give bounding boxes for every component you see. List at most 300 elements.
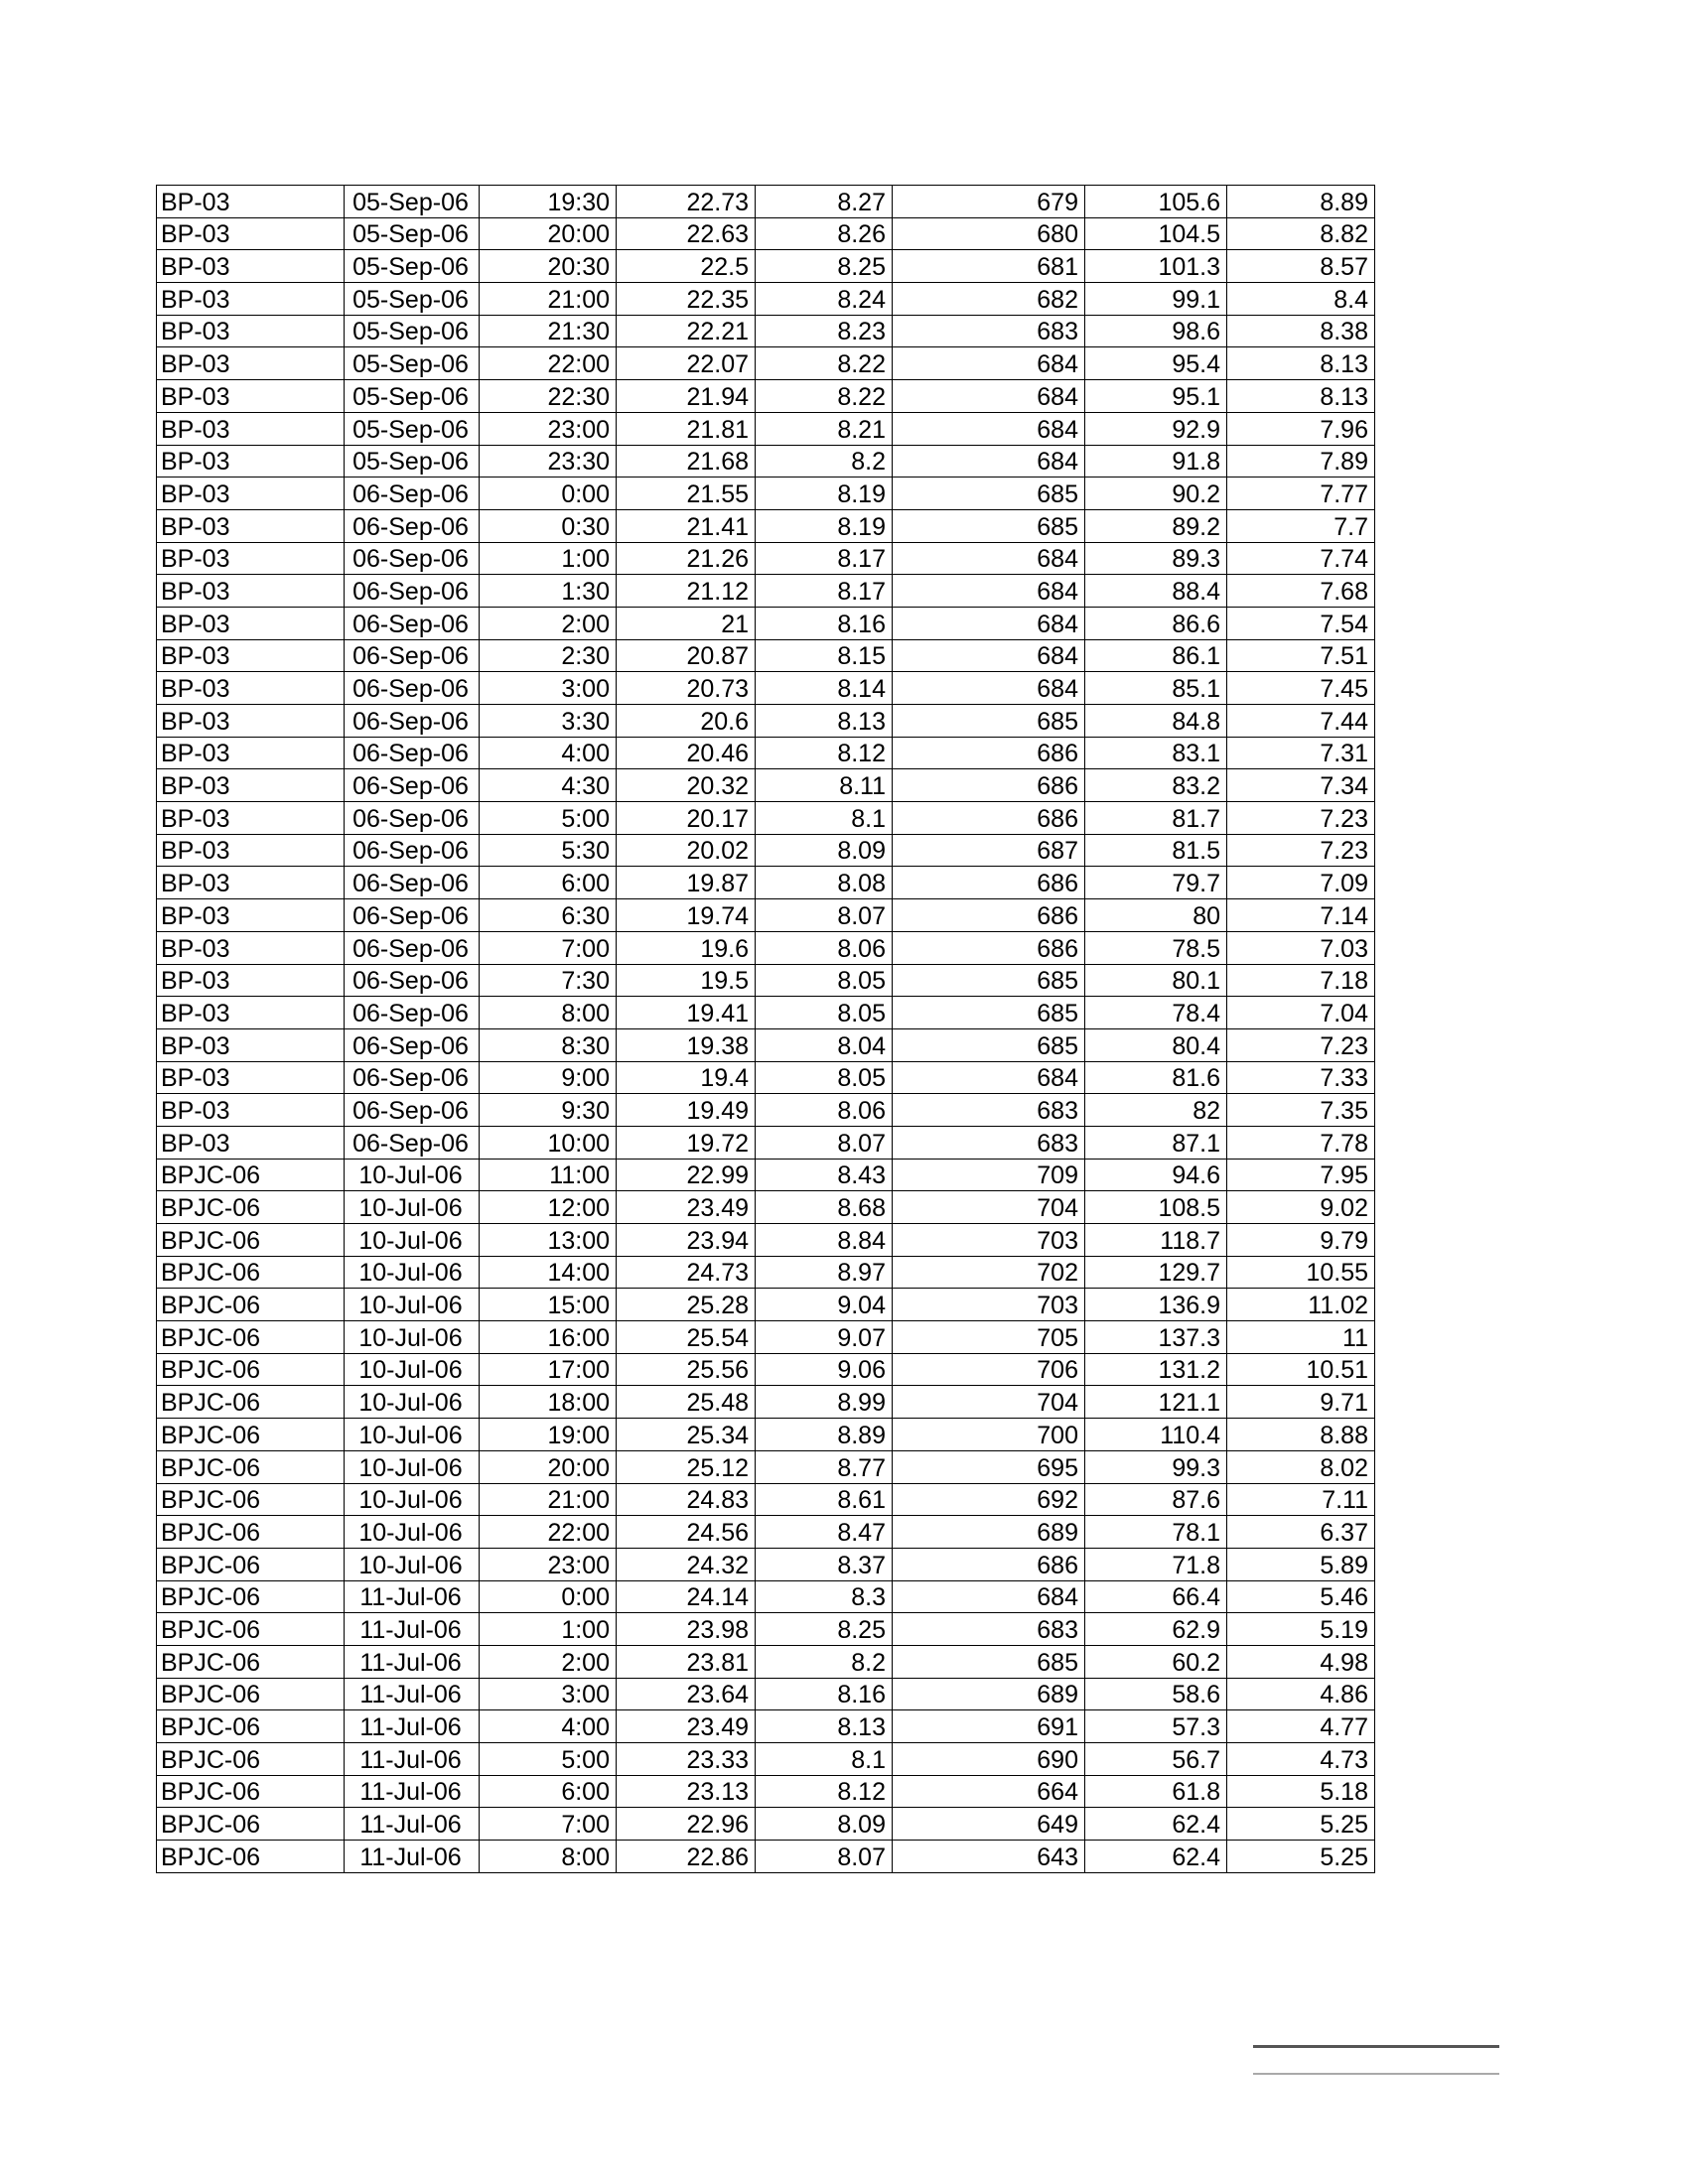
value-cell-4: 98.6 xyxy=(1085,315,1227,347)
date-cell: 06-Sep-06 xyxy=(345,575,480,608)
time-cell: 4:00 xyxy=(480,1710,617,1743)
value-cell-3: 686 xyxy=(893,769,1085,802)
value-cell-3: 649 xyxy=(893,1808,1085,1841)
value-cell-2: 8.21 xyxy=(756,412,893,445)
table-row xyxy=(157,1126,1375,1159)
value-cell-4: 71.8 xyxy=(1085,1548,1227,1580)
site-id-cell: BP-03 xyxy=(157,347,345,380)
value-cell-1: 21.55 xyxy=(617,478,756,510)
site-id-cell: BPJC-06 xyxy=(157,1450,345,1483)
value-cell-2: 8.25 xyxy=(756,250,893,283)
value-cell-2: 8.05 xyxy=(756,1061,893,1094)
value-cell-1: 22.07 xyxy=(617,347,756,380)
value-cell-2: 8.05 xyxy=(756,997,893,1029)
time-cell: 6:00 xyxy=(480,867,617,899)
value-cell-4: 57.3 xyxy=(1085,1710,1227,1743)
value-cell-5: 7.78 xyxy=(1227,1126,1375,1159)
value-cell-5: 7.33 xyxy=(1227,1061,1375,1094)
value-cell-3: 685 xyxy=(893,964,1085,997)
value-cell-5: 7.18 xyxy=(1227,964,1375,997)
value-cell-3: 679 xyxy=(893,186,1085,218)
value-cell-5: 8.13 xyxy=(1227,380,1375,413)
value-cell-2: 9.04 xyxy=(756,1289,893,1321)
table-row xyxy=(157,737,1375,769)
time-cell: 3:00 xyxy=(480,1678,617,1710)
date-cell: 05-Sep-06 xyxy=(345,347,480,380)
value-cell-5: 5.18 xyxy=(1227,1775,1375,1808)
value-cell-3: 684 xyxy=(893,1580,1085,1613)
site-id-cell: BPJC-06 xyxy=(157,1256,345,1289)
date-cell: 06-Sep-06 xyxy=(345,931,480,964)
site-id-cell: BPJC-06 xyxy=(157,1743,345,1776)
site-id-cell: BPJC-06 xyxy=(157,1191,345,1224)
value-cell-5: 7.14 xyxy=(1227,899,1375,932)
time-cell: 2:00 xyxy=(480,1645,617,1678)
value-cell-3: 691 xyxy=(893,1710,1085,1743)
table-row xyxy=(157,964,1375,997)
value-cell-4: 86.1 xyxy=(1085,639,1227,672)
value-cell-4: 60.2 xyxy=(1085,1645,1227,1678)
value-cell-2: 8.24 xyxy=(756,283,893,316)
value-cell-3: 706 xyxy=(893,1353,1085,1386)
value-cell-3: 685 xyxy=(893,1645,1085,1678)
value-cell-5: 11.02 xyxy=(1227,1289,1375,1321)
value-cell-2: 8.19 xyxy=(756,509,893,542)
site-id-cell: BP-03 xyxy=(157,672,345,705)
value-cell-1: 23.33 xyxy=(617,1743,756,1776)
site-id-cell: BP-03 xyxy=(157,1061,345,1094)
value-cell-4: 62.4 xyxy=(1085,1841,1227,1873)
value-cell-5: 7.89 xyxy=(1227,445,1375,478)
value-cell-2: 8.22 xyxy=(756,347,893,380)
site-id-cell: BPJC-06 xyxy=(157,1483,345,1516)
value-cell-3: 702 xyxy=(893,1256,1085,1289)
date-cell: 10-Jul-06 xyxy=(345,1548,480,1580)
value-cell-2: 8.06 xyxy=(756,931,893,964)
date-cell: 06-Sep-06 xyxy=(345,964,480,997)
value-cell-2: 8.47 xyxy=(756,1516,893,1549)
site-id-cell: BP-03 xyxy=(157,899,345,932)
value-cell-2: 8.1 xyxy=(756,802,893,835)
date-cell: 05-Sep-06 xyxy=(345,315,480,347)
value-cell-2: 8.23 xyxy=(756,315,893,347)
value-cell-3: 689 xyxy=(893,1678,1085,1710)
value-cell-1: 24.32 xyxy=(617,1548,756,1580)
value-cell-3: 686 xyxy=(893,931,1085,964)
site-id-cell: BPJC-06 xyxy=(157,1516,345,1549)
value-cell-3: 684 xyxy=(893,380,1085,413)
value-cell-2: 8.17 xyxy=(756,542,893,575)
value-cell-2: 8.07 xyxy=(756,1126,893,1159)
date-cell: 06-Sep-06 xyxy=(345,1028,480,1061)
date-cell: 05-Sep-06 xyxy=(345,250,480,283)
value-cell-2: 8.99 xyxy=(756,1386,893,1419)
date-cell: 11-Jul-06 xyxy=(345,1808,480,1841)
site-id-cell: BP-03 xyxy=(157,1028,345,1061)
table-row xyxy=(157,478,1375,510)
value-cell-1: 25.56 xyxy=(617,1353,756,1386)
value-cell-1: 22.35 xyxy=(617,283,756,316)
date-cell: 06-Sep-06 xyxy=(345,1126,480,1159)
value-cell-5: 7.03 xyxy=(1227,931,1375,964)
site-id-cell: BP-03 xyxy=(157,186,345,218)
value-cell-4: 80 xyxy=(1085,899,1227,932)
table-row xyxy=(157,1808,1375,1841)
table-row xyxy=(157,997,1375,1029)
date-cell: 06-Sep-06 xyxy=(345,997,480,1029)
time-cell: 4:30 xyxy=(480,769,617,802)
value-cell-5: 10.55 xyxy=(1227,1256,1375,1289)
site-id-cell: BP-03 xyxy=(157,283,345,316)
value-cell-4: 94.6 xyxy=(1085,1159,1227,1191)
site-id-cell: BP-03 xyxy=(157,802,345,835)
value-cell-2: 9.07 xyxy=(756,1321,893,1354)
value-cell-5: 10.51 xyxy=(1227,1353,1375,1386)
value-cell-4: 88.4 xyxy=(1085,575,1227,608)
date-cell: 05-Sep-06 xyxy=(345,412,480,445)
table-row xyxy=(157,1094,1375,1127)
value-cell-1: 22.73 xyxy=(617,186,756,218)
date-cell: 06-Sep-06 xyxy=(345,867,480,899)
site-id-cell: BP-03 xyxy=(157,769,345,802)
site-id-cell: BP-03 xyxy=(157,445,345,478)
date-cell: 06-Sep-06 xyxy=(345,607,480,639)
value-cell-2: 8.11 xyxy=(756,769,893,802)
date-cell: 06-Sep-06 xyxy=(345,705,480,738)
value-cell-4: 56.7 xyxy=(1085,1743,1227,1776)
value-cell-3: 685 xyxy=(893,997,1085,1029)
time-cell: 5:00 xyxy=(480,1743,617,1776)
value-cell-4: 83.2 xyxy=(1085,769,1227,802)
value-cell-1: 25.48 xyxy=(617,1386,756,1419)
table-row xyxy=(157,1159,1375,1191)
value-cell-1: 20.87 xyxy=(617,639,756,672)
value-cell-1: 20.6 xyxy=(617,705,756,738)
value-cell-5: 7.23 xyxy=(1227,834,1375,867)
site-id-cell: BPJC-06 xyxy=(157,1159,345,1191)
value-cell-2: 8.15 xyxy=(756,639,893,672)
date-cell: 10-Jul-06 xyxy=(345,1321,480,1354)
value-cell-1: 19.5 xyxy=(617,964,756,997)
value-cell-2: 8.27 xyxy=(756,186,893,218)
time-cell: 12:00 xyxy=(480,1191,617,1224)
site-id-cell: BP-03 xyxy=(157,867,345,899)
site-id-cell: BP-03 xyxy=(157,412,345,445)
value-cell-1: 23.49 xyxy=(617,1710,756,1743)
date-cell: 05-Sep-06 xyxy=(345,445,480,478)
value-cell-4: 58.6 xyxy=(1085,1678,1227,1710)
table-row xyxy=(157,1224,1375,1257)
value-cell-5: 7.7 xyxy=(1227,509,1375,542)
value-cell-2: 8.1 xyxy=(756,1743,893,1776)
time-cell: 9:30 xyxy=(480,1094,617,1127)
value-cell-4: 80.1 xyxy=(1085,964,1227,997)
date-cell: 06-Sep-06 xyxy=(345,1094,480,1127)
value-cell-1: 21 xyxy=(617,607,756,639)
table-row xyxy=(157,705,1375,738)
value-cell-2: 8.17 xyxy=(756,575,893,608)
value-cell-5: 11 xyxy=(1227,1321,1375,1354)
date-cell: 06-Sep-06 xyxy=(345,834,480,867)
table-row xyxy=(157,834,1375,867)
time-cell: 10:00 xyxy=(480,1126,617,1159)
site-id-cell: BP-03 xyxy=(157,639,345,672)
value-cell-4: 101.3 xyxy=(1085,250,1227,283)
time-cell: 0:30 xyxy=(480,509,617,542)
value-cell-2: 8.14 xyxy=(756,672,893,705)
value-cell-3: 683 xyxy=(893,1126,1085,1159)
value-cell-1: 21.12 xyxy=(617,575,756,608)
value-cell-1: 19.87 xyxy=(617,867,756,899)
value-cell-4: 136.9 xyxy=(1085,1289,1227,1321)
value-cell-4: 82 xyxy=(1085,1094,1227,1127)
value-cell-5: 5.89 xyxy=(1227,1548,1375,1580)
value-cell-4: 78.1 xyxy=(1085,1516,1227,1549)
value-cell-5: 9.71 xyxy=(1227,1386,1375,1419)
time-cell: 20:30 xyxy=(480,250,617,283)
value-cell-5: 4.77 xyxy=(1227,1710,1375,1743)
value-cell-3: 686 xyxy=(893,1548,1085,1580)
table-row xyxy=(157,1450,1375,1483)
value-cell-4: 104.5 xyxy=(1085,217,1227,250)
time-cell: 21:00 xyxy=(480,283,617,316)
value-cell-2: 8.26 xyxy=(756,217,893,250)
value-cell-3: 704 xyxy=(893,1386,1085,1419)
table-row xyxy=(157,931,1375,964)
time-cell: 21:30 xyxy=(480,315,617,347)
value-cell-3: 686 xyxy=(893,899,1085,932)
value-cell-5: 7.09 xyxy=(1227,867,1375,899)
table-row xyxy=(157,1710,1375,1743)
value-cell-4: 99.3 xyxy=(1085,1450,1227,1483)
value-cell-2: 8.08 xyxy=(756,867,893,899)
time-cell: 0:00 xyxy=(480,1580,617,1613)
value-cell-5: 5.25 xyxy=(1227,1808,1375,1841)
site-id-cell: BPJC-06 xyxy=(157,1353,345,1386)
value-cell-2: 8.12 xyxy=(756,737,893,769)
value-cell-3: 683 xyxy=(893,315,1085,347)
value-cell-3: 684 xyxy=(893,445,1085,478)
value-cell-1: 19.74 xyxy=(617,899,756,932)
value-cell-1: 23.49 xyxy=(617,1191,756,1224)
time-cell: 3:30 xyxy=(480,705,617,738)
value-cell-3: 700 xyxy=(893,1419,1085,1451)
value-cell-3: 684 xyxy=(893,575,1085,608)
value-cell-2: 8.13 xyxy=(756,705,893,738)
table-row xyxy=(157,802,1375,835)
table-row xyxy=(157,380,1375,413)
value-cell-5: 5.25 xyxy=(1227,1841,1375,1873)
site-id-cell: BP-03 xyxy=(157,250,345,283)
value-cell-5: 4.73 xyxy=(1227,1743,1375,1776)
site-id-cell: BP-03 xyxy=(157,380,345,413)
table-row xyxy=(157,1289,1375,1321)
value-cell-3: 705 xyxy=(893,1321,1085,1354)
value-cell-3: 643 xyxy=(893,1841,1085,1873)
value-cell-1: 20.02 xyxy=(617,834,756,867)
value-cell-2: 8.3 xyxy=(756,1580,893,1613)
time-cell: 4:00 xyxy=(480,737,617,769)
value-cell-5: 7.95 xyxy=(1227,1159,1375,1191)
site-id-cell: BPJC-06 xyxy=(157,1548,345,1580)
site-id-cell: BP-03 xyxy=(157,575,345,608)
time-cell: 19:30 xyxy=(480,186,617,218)
value-cell-4: 131.2 xyxy=(1085,1353,1227,1386)
value-cell-5: 7.31 xyxy=(1227,737,1375,769)
date-cell: 10-Jul-06 xyxy=(345,1483,480,1516)
value-cell-2: 8.97 xyxy=(756,1256,893,1289)
value-cell-2: 8.37 xyxy=(756,1548,893,1580)
value-cell-5: 7.54 xyxy=(1227,607,1375,639)
site-id-cell: BP-03 xyxy=(157,315,345,347)
date-cell: 10-Jul-06 xyxy=(345,1256,480,1289)
table-row xyxy=(157,1353,1375,1386)
value-cell-5: 9.02 xyxy=(1227,1191,1375,1224)
value-cell-2: 8.09 xyxy=(756,1808,893,1841)
table-row xyxy=(157,899,1375,932)
value-cell-1: 19.49 xyxy=(617,1094,756,1127)
value-cell-2: 8.61 xyxy=(756,1483,893,1516)
value-cell-4: 89.2 xyxy=(1085,509,1227,542)
scan-mark xyxy=(1253,2073,1499,2075)
table-row xyxy=(157,1775,1375,1808)
value-cell-3: 680 xyxy=(893,217,1085,250)
table-row xyxy=(157,1743,1375,1776)
value-cell-4: 110.4 xyxy=(1085,1419,1227,1451)
value-cell-1: 19.72 xyxy=(617,1126,756,1159)
value-cell-4: 66.4 xyxy=(1085,1580,1227,1613)
value-cell-4: 105.6 xyxy=(1085,186,1227,218)
value-cell-3: 686 xyxy=(893,867,1085,899)
value-cell-5: 8.4 xyxy=(1227,283,1375,316)
value-cell-3: 664 xyxy=(893,1775,1085,1808)
time-cell: 3:00 xyxy=(480,672,617,705)
value-cell-2: 8.22 xyxy=(756,380,893,413)
value-cell-2: 8.2 xyxy=(756,1645,893,1678)
date-cell: 11-Jul-06 xyxy=(345,1743,480,1776)
time-cell: 23:00 xyxy=(480,1548,617,1580)
value-cell-4: 80.4 xyxy=(1085,1028,1227,1061)
date-cell: 06-Sep-06 xyxy=(345,478,480,510)
value-cell-4: 99.1 xyxy=(1085,283,1227,316)
value-cell-1: 23.81 xyxy=(617,1645,756,1678)
value-cell-4: 87.6 xyxy=(1085,1483,1227,1516)
date-cell: 05-Sep-06 xyxy=(345,186,480,218)
time-cell: 7:30 xyxy=(480,964,617,997)
date-cell: 11-Jul-06 xyxy=(345,1710,480,1743)
value-cell-1: 20.17 xyxy=(617,802,756,835)
table-row xyxy=(157,1483,1375,1516)
table-row xyxy=(157,1386,1375,1419)
site-id-cell: BP-03 xyxy=(157,931,345,964)
value-cell-1: 24.56 xyxy=(617,1516,756,1549)
time-cell: 17:00 xyxy=(480,1353,617,1386)
value-cell-4: 79.7 xyxy=(1085,867,1227,899)
value-cell-3: 695 xyxy=(893,1450,1085,1483)
time-cell: 21:00 xyxy=(480,1483,617,1516)
site-id-cell: BP-03 xyxy=(157,737,345,769)
value-cell-5: 7.45 xyxy=(1227,672,1375,705)
site-id-cell: BPJC-06 xyxy=(157,1224,345,1257)
table-row xyxy=(157,607,1375,639)
time-cell: 20:00 xyxy=(480,217,617,250)
site-id-cell: BPJC-06 xyxy=(157,1580,345,1613)
value-cell-2: 8.07 xyxy=(756,899,893,932)
value-cell-2: 8.19 xyxy=(756,478,893,510)
value-cell-3: 687 xyxy=(893,834,1085,867)
value-cell-3: 683 xyxy=(893,1613,1085,1646)
date-cell: 06-Sep-06 xyxy=(345,802,480,835)
value-cell-2: 8.04 xyxy=(756,1028,893,1061)
value-cell-5: 5.19 xyxy=(1227,1613,1375,1646)
date-cell: 11-Jul-06 xyxy=(345,1645,480,1678)
value-cell-4: 91.8 xyxy=(1085,445,1227,478)
site-id-cell: BPJC-06 xyxy=(157,1645,345,1678)
value-cell-1: 19.6 xyxy=(617,931,756,964)
value-cell-5: 5.46 xyxy=(1227,1580,1375,1613)
date-cell: 05-Sep-06 xyxy=(345,283,480,316)
value-cell-1: 21.94 xyxy=(617,380,756,413)
value-cell-2: 8.12 xyxy=(756,1775,893,1808)
value-cell-3: 692 xyxy=(893,1483,1085,1516)
time-cell: 6:00 xyxy=(480,1775,617,1808)
date-cell: 10-Jul-06 xyxy=(345,1516,480,1549)
site-id-cell: BP-03 xyxy=(157,607,345,639)
value-cell-5: 7.11 xyxy=(1227,1483,1375,1516)
date-cell: 10-Jul-06 xyxy=(345,1289,480,1321)
value-cell-5: 7.74 xyxy=(1227,542,1375,575)
value-cell-5: 8.02 xyxy=(1227,1450,1375,1483)
time-cell: 8:00 xyxy=(480,997,617,1029)
date-cell: 11-Jul-06 xyxy=(345,1678,480,1710)
value-cell-1: 19.41 xyxy=(617,997,756,1029)
value-cell-5: 7.23 xyxy=(1227,1028,1375,1061)
date-cell: 10-Jul-06 xyxy=(345,1419,480,1451)
value-cell-4: 87.1 xyxy=(1085,1126,1227,1159)
table-row xyxy=(157,217,1375,250)
value-cell-4: 78.4 xyxy=(1085,997,1227,1029)
time-cell: 22:30 xyxy=(480,380,617,413)
site-id-cell: BPJC-06 xyxy=(157,1289,345,1321)
date-cell: 11-Jul-06 xyxy=(345,1613,480,1646)
time-cell: 1:30 xyxy=(480,575,617,608)
table-row xyxy=(157,347,1375,380)
site-id-cell: BPJC-06 xyxy=(157,1710,345,1743)
date-cell: 06-Sep-06 xyxy=(345,899,480,932)
time-cell: 6:30 xyxy=(480,899,617,932)
table-row xyxy=(157,509,1375,542)
value-cell-2: 8.07 xyxy=(756,1841,893,1873)
site-id-cell: BPJC-06 xyxy=(157,1841,345,1873)
value-cell-3: 704 xyxy=(893,1191,1085,1224)
table-row xyxy=(157,250,1375,283)
time-cell: 16:00 xyxy=(480,1321,617,1354)
value-cell-5: 7.34 xyxy=(1227,769,1375,802)
table-row xyxy=(157,1419,1375,1451)
site-id-cell: BPJC-06 xyxy=(157,1613,345,1646)
value-cell-3: 689 xyxy=(893,1516,1085,1549)
value-cell-1: 24.73 xyxy=(617,1256,756,1289)
time-cell: 8:00 xyxy=(480,1841,617,1873)
time-cell: 22:00 xyxy=(480,347,617,380)
value-cell-1: 25.12 xyxy=(617,1450,756,1483)
value-cell-1: 22.5 xyxy=(617,250,756,283)
site-id-cell: BP-03 xyxy=(157,542,345,575)
value-cell-3: 703 xyxy=(893,1224,1085,1257)
value-cell-2: 8.2 xyxy=(756,445,893,478)
date-cell: 05-Sep-06 xyxy=(345,217,480,250)
time-cell: 23:30 xyxy=(480,445,617,478)
